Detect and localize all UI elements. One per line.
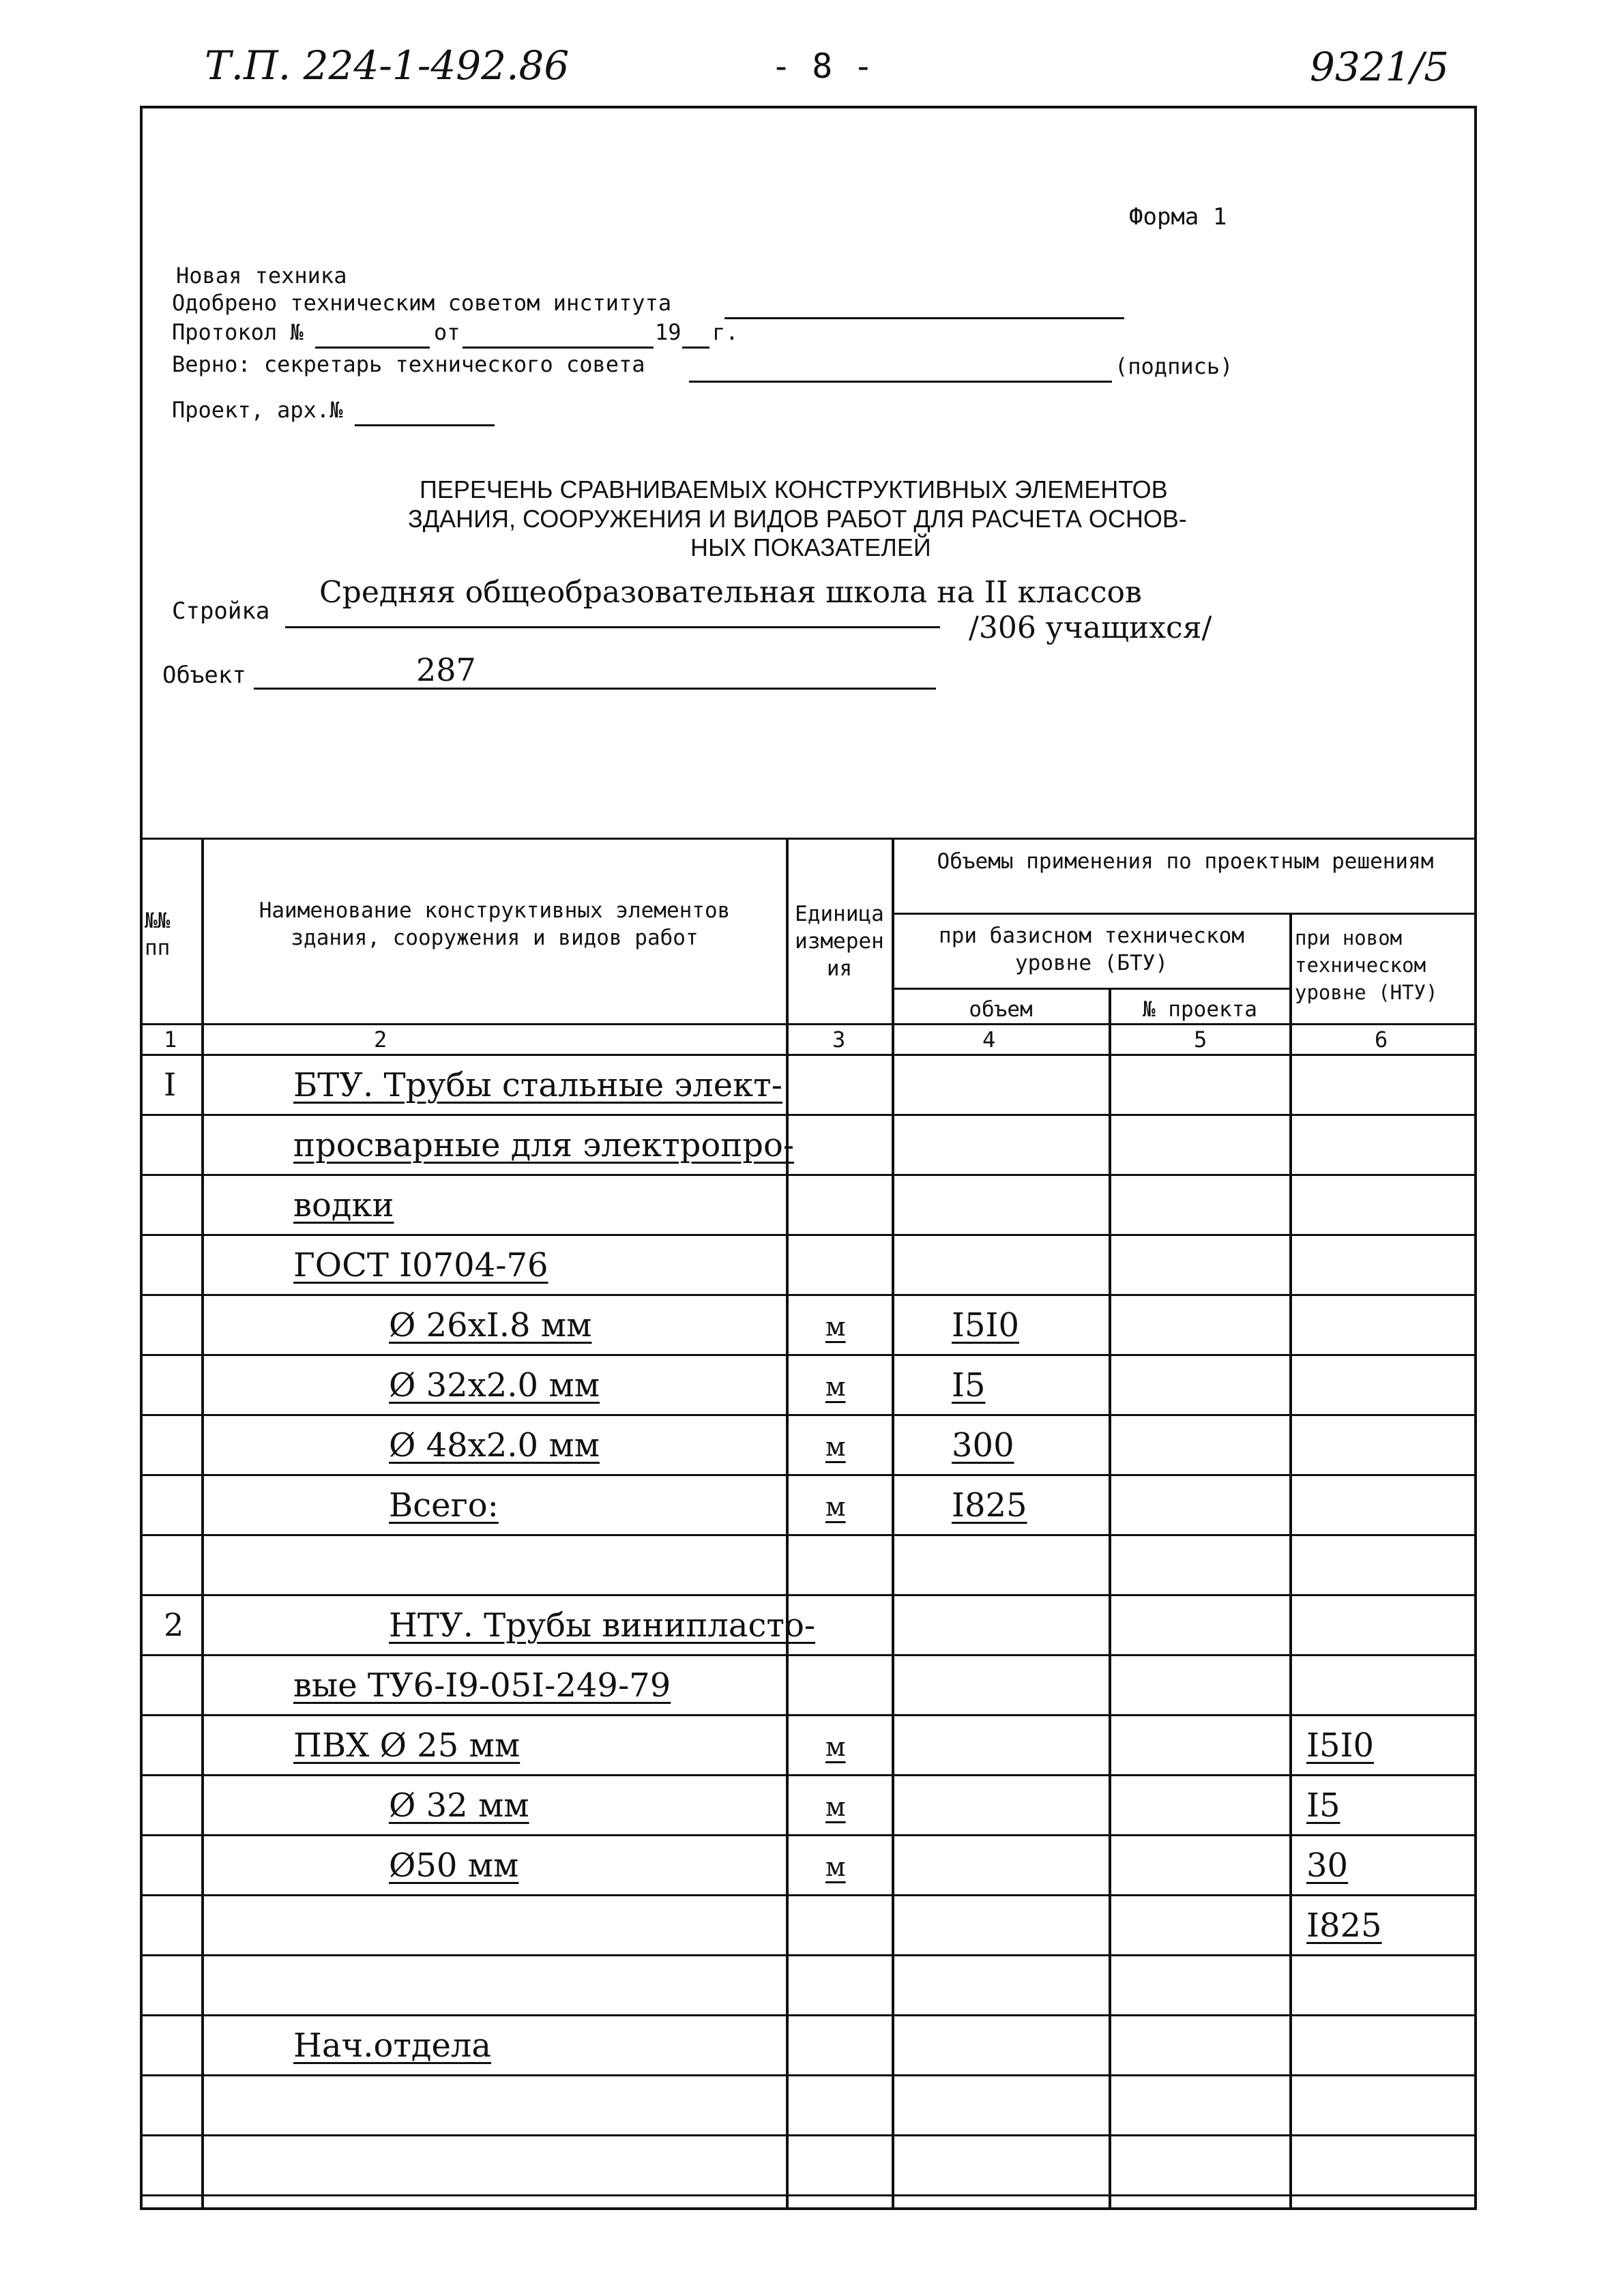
row-ntu-cell: I5I0 [1306,1726,1374,1765]
header-volume: объем [969,997,1033,1022]
row-name-cell: Ø50 мм [389,1846,519,1885]
row-name-cell: Ø 32x2.0 мм [389,1366,600,1404]
row-name-cell: водки [293,1186,394,1224]
signature-label: (подпись) [1115,353,1233,379]
row-name-cell: НТУ. Трубы винипласто- [389,1606,816,1645]
row-name-cell: вые ТУ6-I9-05I-249-79 [293,1666,671,1705]
row-divider [140,1594,1477,1596]
row-unit-cell: м [825,1792,846,1822]
row-name-cell: БТУ. Трубы стальные элект- [293,1066,782,1104]
construction-label: Стройка [172,598,270,625]
page-number: - 8 - [771,46,874,86]
protocol-year-blank [682,347,709,349]
row-divider [140,1954,1477,1956]
header-line-btu [892,988,1289,990]
col-number-5: 5 [1194,1027,1207,1053]
col-number-2: 2 [374,1027,387,1053]
row-unit-cell: м [825,1432,846,1462]
col-divider-4 [1109,988,1111,2210]
signature-blank [689,381,1112,383]
row-divider [140,1414,1477,1416]
col-divider-2 [786,838,789,2210]
protocol-year: 19 [655,319,682,345]
row-name-cell: ПВХ Ø 25 мм [293,1726,521,1765]
protocol-year-suffix: г. [712,319,739,345]
col-number-6: 6 [1375,1027,1388,1053]
header-project-no: № проекта [1143,997,1257,1022]
new-tech-label: Новая техника [176,263,347,289]
row-name-cell: Ø 48x2.0 мм [389,1426,600,1465]
table-top-border [140,838,1477,840]
construction-value-2: /306 учащихся/ [969,610,1212,645]
row-number-cell: I [164,1066,177,1103]
row-unit-cell: м [825,1372,846,1402]
row-ntu-cell: I825 [1306,1907,1382,1945]
object-label: Объект [162,662,246,689]
row-ntu-cell: I5 [1306,1786,1340,1825]
col-divider-3 [892,838,894,2210]
object-blank [254,688,936,690]
row-divider [140,1174,1477,1176]
list-title-line-1: ПЕРЕЧЕНЬ СРАВНИВАЕМЫХ КОНСТРУКТИВНЫХ ЭЛЕМЕНТОВ [420,475,1168,503]
row-volume-cell: I5 [952,1366,986,1404]
row-divider [140,1354,1477,1356]
form-label: Форма 1 [1129,203,1227,231]
document-code: Т.П. 224-1-492.86 [205,42,570,89]
row-name-cell: Нач.отдела [293,2027,491,2065]
row-divider [140,1654,1477,1656]
header-num: №№ пп [145,909,171,960]
row-name-cell: Всего: [389,1486,499,1525]
approved-label: Одобрено техническим советом института [172,290,672,316]
col-divider-1 [201,838,204,2210]
list-title-line-3: НЫХ ПОКАЗАТЕЛЕЙ [690,533,931,561]
row-unit-cell: м [825,1732,846,1762]
col-number-1: 1 [164,1027,177,1053]
object-value: 287 [416,651,476,688]
row-divider [140,1114,1477,1116]
header-ntu: при новом техническом уровне (НТУ) [1295,926,1438,1004]
row-volume-cell: 300 [952,1426,1014,1465]
row-name-cell: ГОСТ I0704-76 [293,1246,548,1284]
row-divider [140,2194,1477,2196]
protocol-date-blank [463,347,654,349]
header-name: Наименование конструктивных элементов здания, сооружения и видов работ [259,898,731,950]
row-divider [140,1474,1477,1476]
secretary-label: Верно: секретарь технического совета [172,351,645,377]
row-divider [140,1834,1477,1836]
row-number-cell: 2 [164,1606,184,1643]
row-divider [140,1894,1477,1896]
col-number-4: 4 [982,1027,996,1053]
project-arch-blank [355,424,495,426]
header-line-volumes [892,913,1477,915]
row-divider [140,2014,1477,2016]
row-divider [140,1714,1477,1716]
header-line-bottom [140,1023,1477,1025]
header-volumes: Объемы применения по проектным решениям [937,849,1434,874]
construction-value: Средняя общеобразовательная школа на II классов [319,575,1142,610]
header-btu: при базисном техническом уровне (БТУ) [939,924,1244,975]
protocol-number-blank [315,347,430,349]
row-unit-cell: м [825,1312,846,1342]
row-volume-cell: I825 [952,1486,1027,1525]
list-title-line-2: ЗДАНИЯ, СООРУЖЕНИЯ И ВИДОВ РАБОТ ДЛЯ РАСЧЕТА ОСНОВ- [408,505,1187,533]
protocol-label: Протокол № [172,319,304,345]
sheet-code: 9321/5 [1310,44,1450,90]
row-ntu-cell: 30 [1306,1846,1349,1885]
row-divider [140,2134,1477,2136]
row-divider [140,1534,1477,1536]
row-divider [140,1774,1477,1776]
col-number-3: 3 [832,1027,846,1053]
row-divider [140,1294,1477,1296]
row-name-cell: Ø 32 мм [389,1786,529,1825]
row-name-cell: просварные для электропро- [293,1126,795,1164]
protocol-from-label: от [434,319,460,345]
row-name-cell: Ø 26xI.8 мм [389,1306,592,1344]
approved-blank [724,317,1124,319]
header-unit: Единица измерения [795,902,884,981]
project-arch-label: Проект, арх.№ [172,397,343,423]
row-divider [140,1234,1477,1236]
row-unit-cell: м [825,1492,846,1522]
row-unit-cell: м [825,1852,846,1882]
row-divider [140,2074,1477,2076]
column-numbers-line [140,1054,1477,1056]
row-volume-cell: I5I0 [952,1306,1019,1344]
construction-blank [285,626,940,628]
